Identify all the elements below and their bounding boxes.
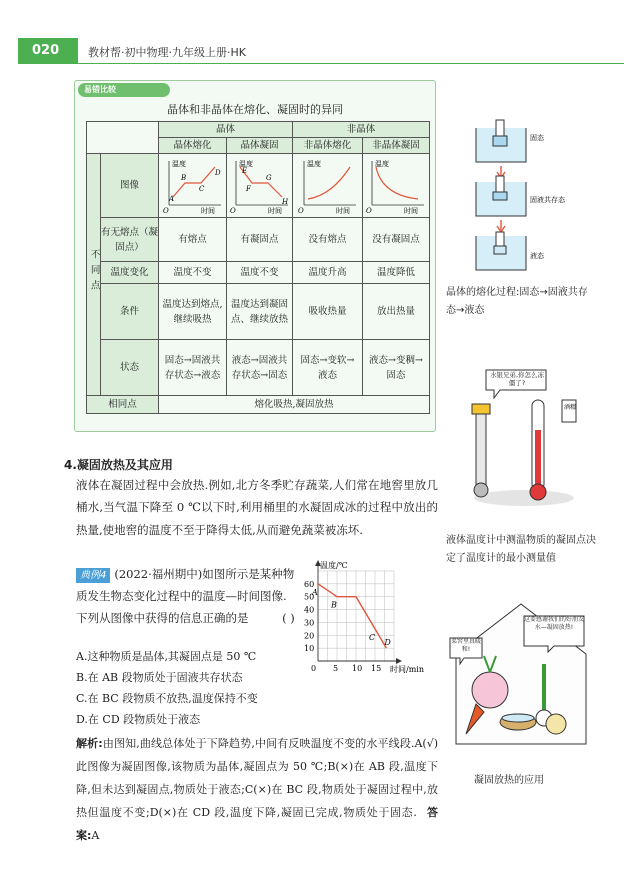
thermometer-illustration [454,360,594,510]
vegetable-caption: 凝固放热的应用 [474,775,544,786]
comparison-table [86,121,430,414]
graph-y-label: 温度 [171,159,186,168]
point-h: H [281,197,288,206]
col-crystal-melt: 晶体熔化 [159,138,227,154]
example-badge: 典例4 [76,568,110,583]
graph-crystal-solidify [227,154,293,218]
page-number: 020 [18,38,78,64]
thermo-speech: 水银兄弟,你怎么冻僵了? [489,371,545,387]
example-stem [76,563,298,629]
comparison-badge: 易错比较 [78,83,170,97]
answer-label: 答案: [76,806,438,842]
beaker-liquid [476,232,526,270]
point-label: B [331,600,337,610]
graph-y-label: 温度 [306,159,321,168]
point-g: G [265,173,272,182]
cell: 有凝固点 [227,218,293,262]
amorphous-solidify-graph [364,157,428,215]
cell: 温度达到凝固点、继续放热 [227,284,293,340]
row-label-common: 相同点 [87,396,159,414]
cell: 温度不变 [227,262,293,284]
x-axis-arrow [396,658,402,664]
cabbage-icon [546,714,566,734]
graph-x-label: 时间 [335,206,350,215]
cell: 放出热量 [363,284,430,340]
group-amorphous: 非晶体 [293,122,430,138]
series-line [318,584,386,648]
cell: 有熔点 [159,218,227,262]
analysis-label: 解析: [76,737,103,750]
cell: 温度达到熔点,继续吸热 [159,284,227,340]
point-label: C [369,632,376,642]
header-rule [78,63,624,64]
y-tick-label: 10 [304,644,315,654]
point-b: B [180,173,186,182]
graph-x-label: 时间 [267,206,282,215]
thermometer-mercury [472,404,490,497]
speech-text-wrap [488,371,546,391]
answer-bracket: ( ) [282,611,295,625]
radish-icon [472,672,508,708]
arrow-down-icon [497,220,505,232]
group-crystal: 晶体 [159,122,293,138]
cell: 固态→固液共存状态→液态 [159,340,227,396]
table-corner [87,122,159,154]
solidify-curve-graph [228,157,292,215]
point-a: A [168,194,174,203]
cell: 吸收热量 [293,284,363,340]
graph-amorphous-melt [293,154,363,218]
graph-crystal-melt [159,154,227,218]
graph-origin: O [297,206,304,215]
row-label-temperature: 温度变化 [101,262,159,284]
page-header [18,38,624,64]
x-tick-label: 10 [352,664,363,673]
y-axis-label: 温度/℃ [320,561,348,570]
veg-speech-right: 这要感谢我们的好朋友水—凝固放热! [524,616,585,631]
graph-x-label: 时间 [200,206,215,215]
col-amorphous-melt: 非晶体熔化 [293,138,363,154]
graph-y-label: 温度 [375,159,389,168]
row-label-state: 状态 [101,340,159,396]
col-amorphous-solidify: 非晶体凝固 [363,138,430,154]
speech-right-wrap [524,616,584,646]
option-d: D.在 CD 段物质处于液态 [76,713,201,726]
state-solid: 固态 [530,134,544,142]
book-title: 教材帮·初中物理·九年级上册·HK [88,46,246,59]
graph-x-label: 时间 [404,206,418,215]
x-axis-label: 时间/min [390,665,424,674]
state-mixed: 固液共存态 [530,196,565,204]
melting-illustration [468,118,565,278]
thermometer-alcohol [530,400,546,500]
x-tick-label: 5 [333,664,339,673]
analysis-text: 由图知,曲线总体处于下降趋势,中间有反映温度不变的水平线段.A(√)此图像为凝固图像,该物质为晶体,凝固点为 50 ℃;B(×)在 AB 段,温度下降,但未达到凝固点,物质处于液态;C(×)在 BC 段,物质处于凝固过程中,放热但温度不变;D(×)在 CD 段,温度下降,凝固已完成,物质处于固态. [76,737,438,819]
row-label-point: 有无熔点（凝固点） [101,218,159,262]
graph-origin: O [162,206,169,215]
y-tick-label: 30 [304,618,315,628]
col-crystal-solidify: 晶体凝固 [227,138,293,154]
point-e: E [241,166,247,175]
alcohol-tag-text: 酒精 [564,404,577,411]
option-b: B.在 AB 段物质处于固液共存状态 [76,671,243,684]
analysis [76,732,438,847]
row-label-graph: 图像 [101,154,159,218]
section-title: 4.凝固放热及其应用 [64,458,173,472]
option-a: A.这种物质是晶体,其凝固点是 50 ℃ [76,650,257,663]
beaker-solid [476,120,526,162]
graph-y-label: 温度 [238,159,253,168]
amorphous-melt-graph [296,157,360,215]
beaker-mixed [476,176,526,216]
melt-curve-graph [161,157,225,215]
melting-caption: 晶体的熔化过程:固态→固液共存态→液态 [446,287,588,316]
cell: 没有熔点 [293,218,363,262]
y-tick-label: 40 [304,605,315,615]
point-c: C [198,184,204,193]
vegetable-cellar-illustration [446,594,596,754]
row-label-condition: 条件 [101,284,159,340]
side-label: 不同点 [87,154,101,396]
cell: 温度不变 [159,262,227,284]
y-tick-label: 50 [304,592,315,602]
answer-value: A [91,829,100,842]
point-label: D [384,638,391,648]
x-tick-label: 15 [371,664,382,673]
point-d: D [214,168,221,177]
state-liquid: 液态 [530,252,544,260]
example-text: (2022·福州期中)如图所示是某种物质发生物态变化过程中的温度—时间图像.下列从图像中获得的信息正确的是 [76,567,295,625]
common-value: 熔化吸热,凝固放热 [159,396,430,414]
chart-grid [318,571,394,661]
table-title: 晶体和非晶体在熔化、凝固时的异同 [167,103,343,116]
y-tick-label: 60 [304,579,315,589]
cell: 固态→变软→液态 [293,340,363,396]
cell: 温度降低 [363,262,430,284]
graph-origin: O [229,206,236,215]
graph-amorphous-solidify [363,154,430,218]
point-f: F [245,184,251,193]
y-tick-label: 20 [304,631,315,641]
veg-speech-left: 菜窖里真暖和! [450,638,481,653]
origin-label: 0 [311,664,317,673]
cell: 液态→变稠→固态 [363,340,430,396]
point-label: A [312,587,318,597]
section-paragraph: 液体在凝固过程中会放热.例如,北方冬季贮存蔬菜,人们常在地窖里放几桶水,当气温下降至 0 ℃以下时,利用桶里的水凝固成冰的过程中放出的热量,使地窖的温度不至于降得太低,从而避免蔬菜被冻坏. [76,478,438,537]
thermometer-caption: 液体温度计中测温物质的凝固点决定了温度计的最小测量值 [446,535,596,564]
option-c: C.在 BC 段物质不放热,温度保持不变 [76,692,258,705]
cell: 温度升高 [293,262,363,284]
graph-origin: O [366,206,372,215]
options-list [76,646,326,730]
cell: 液态→固液共存状态→固态 [227,340,293,396]
speech-left-wrap [450,638,482,658]
cell: 没有凝固点 [363,218,430,262]
